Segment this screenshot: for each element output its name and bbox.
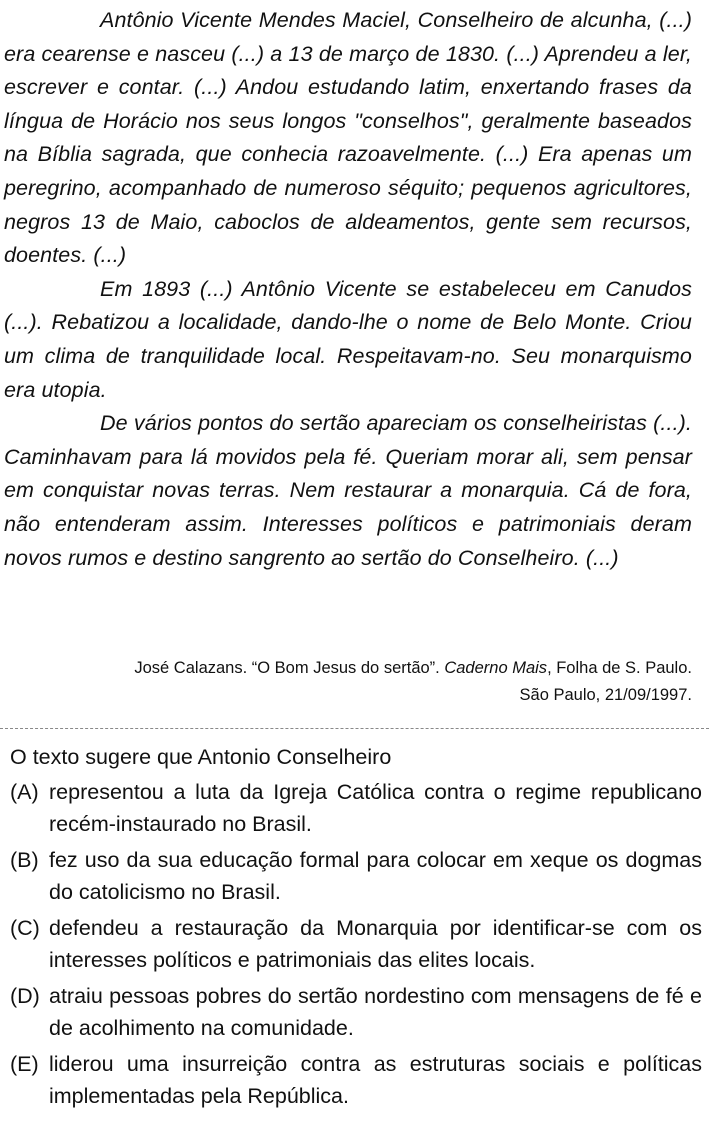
passage-paragraph-3: De vários pontos do sertão apareciam os conselheiristas (...). Caminhavam para lá movidos pela fé. Queriam morar ali, sem pensar em conquistar novas terras. Nem restaurar a monarquia. Cá de fora, não entenderam assim. Interesses políticos e patrimoniais deram novos rumos e destino sangrento ao sertão do Conselheiro. (...) [4, 411, 692, 570]
citation-publisher: , Folha de S. Paulo. [547, 659, 692, 677]
option-text: representou a luta da Igreja Católica contra o regime republicano recém-instaurado no Brasil. [49, 780, 702, 836]
option-c[interactable] [10, 912, 702, 976]
citation-journal: Caderno Mais [444, 659, 548, 677]
option-b[interactable] [10, 844, 702, 908]
question-stem: O texto sugere que Antonio Conselheiro [10, 745, 392, 769]
dashed-divider [0, 728, 709, 729]
option-letter: (C) [10, 916, 40, 940]
option-text: atraiu pessoas pobres do sertão nordestino com mensagens de fé e de acolhimento na comunidade. [49, 984, 702, 1040]
option-letter: (A) [10, 780, 39, 804]
source-passage [4, 4, 692, 575]
option-letter: (D) [10, 984, 40, 1008]
passage-paragraph-2: Em 1893 (...) Antônio Vicente se estabeleceu em Canudos (...). Rebatizou a localidade, dando-lhe o nome de Belo Monte. Criou um clima de tranquilidade local. Respeitavam-no. Seu monarquismo era utopia. [4, 276, 692, 402]
citation-line-1 [2, 655, 692, 682]
option-a[interactable] [10, 776, 702, 840]
citation-place-date: São Paulo, 21/09/1997. [519, 686, 692, 704]
option-e[interactable] [10, 1048, 702, 1112]
source-citation [2, 655, 692, 709]
citation-author-title: José Calazans. “O Bom Jesus do sertão”. [134, 659, 445, 677]
option-text: defendeu a restauração da Monarquia por identificar-se com os interesses políticos e patrimoniais das elites locais. [49, 916, 702, 972]
option-letter: (E) [10, 1052, 39, 1076]
question-block [10, 741, 702, 1116]
passage-paragraph-1: Antônio Vicente Mendes Maciel, Conselheiro de alcunha, (...) era cearense e nasceu (...) a 13 de março de 1830. (...) Aprendeu a ler, escrever e contar. (...) Andou estudando latim, enxertando frases da língua de Horácio nos seus longos "conselhos", geralmente baseados na Bíblia sagrada, que conhecia razoavelmente. (...) Era apenas um peregrino, acompanhado de numeroso séquito; pequenos agricultores, negros 13 de Maio, caboclos de aldeamentos, gente sem recursos, doentes. (...) [4, 8, 692, 268]
option-text: liderou uma insurreição contra as estruturas sociais e políticas implementadas pela República. [49, 1052, 702, 1108]
option-text: fez uso da sua educação formal para colocar em xeque os dogmas do catolicismo no Brasil. [49, 848, 702, 904]
option-letter: (B) [10, 848, 39, 872]
option-d[interactable] [10, 980, 702, 1044]
